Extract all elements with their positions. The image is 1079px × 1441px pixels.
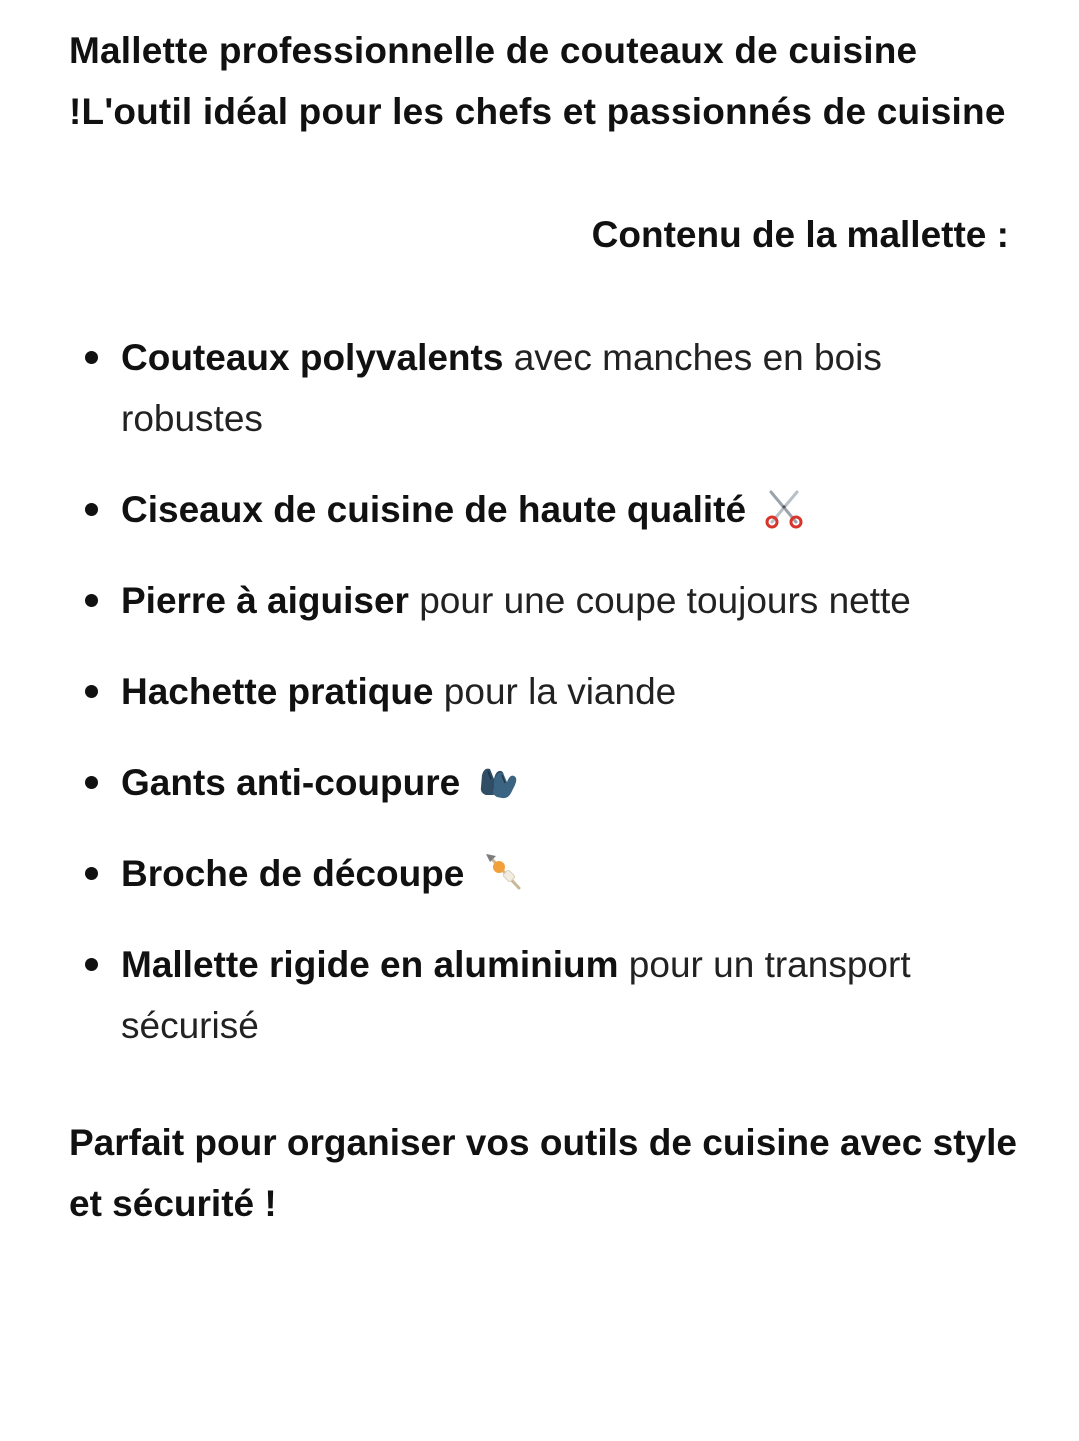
item-bold-text: Broche de découpe: [121, 853, 465, 894]
bullet-icon: [85, 351, 98, 364]
item-text: avec manches en bois robustes: [121, 337, 882, 439]
item-text: pour la viande: [433, 671, 677, 712]
bullet-icon: [85, 594, 98, 607]
list-item: [69, 752, 1019, 813]
closing-text: Parfait pour organiser vos outils de cuisine avec style et sécurité !: [69, 1122, 1017, 1224]
headline: Mallette professionnelle de couteaux de cuisine !L'outil idéal pour les chefs et passionnés de cuisine: [69, 30, 1006, 132]
list-item: [69, 327, 1019, 449]
list-item: [69, 570, 1019, 631]
item-bold-text: Mallette rigide en aluminium: [121, 944, 619, 985]
list-item: [69, 661, 1019, 722]
bullet-icon: [85, 776, 98, 789]
item-bold-text: Ciseaux de cuisine de haute qualité: [121, 489, 747, 530]
bullet-icon: [85, 503, 98, 516]
gloves-icon: [476, 759, 520, 803]
list-item: [69, 479, 1019, 540]
product-description: [69, 20, 1019, 1234]
item-text: pour un transport sécurisé: [121, 944, 911, 1046]
item-bold-text: Hachette pratique: [121, 671, 434, 712]
bullet-icon: [85, 685, 98, 698]
item-bold-text: Gants anti-coupure: [121, 762, 461, 803]
list-item: [69, 934, 1019, 1056]
skewer-icon: [481, 850, 525, 894]
item-text: pour une coupe toujours nette: [408, 580, 911, 621]
section-heading: Contenu de la mallette :: [591, 214, 1009, 255]
contents-list: [69, 327, 1019, 1056]
bullet-icon: [85, 958, 98, 971]
scissors-icon: [762, 486, 806, 530]
list-item: [69, 843, 1019, 904]
item-bold-text: Couteaux polyvalents: [121, 337, 504, 378]
bullet-icon: [85, 867, 98, 880]
item-bold-text: Pierre à aiguiser: [121, 580, 409, 621]
